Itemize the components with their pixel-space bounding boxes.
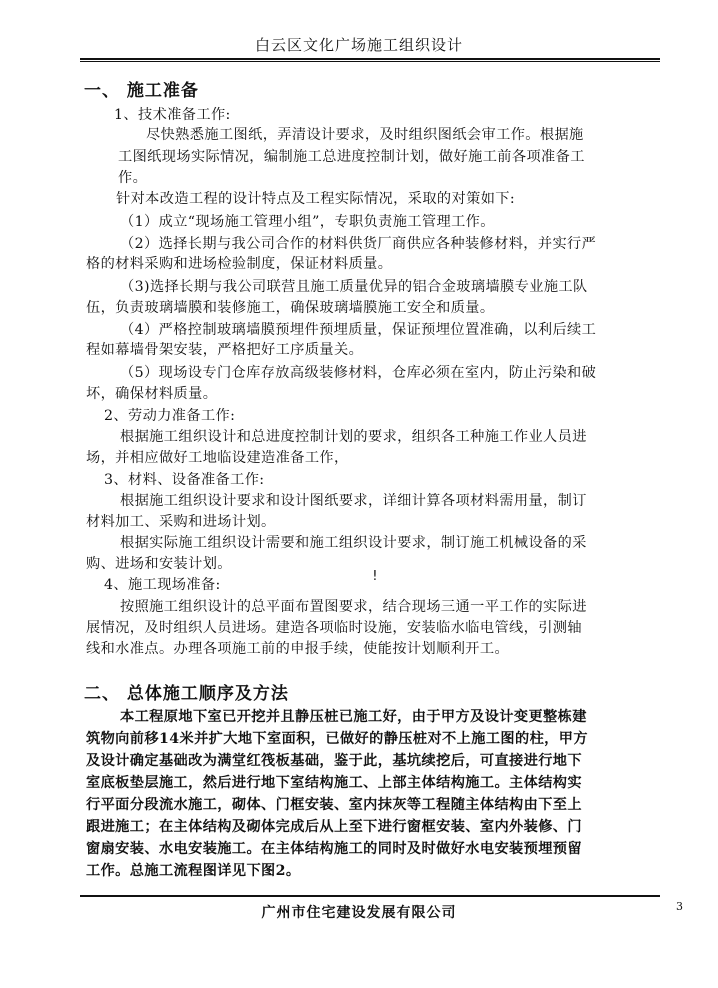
measure-item: （1）成立“现场施工管理小组”，专职负责施工管理工作。 bbox=[120, 214, 495, 230]
measure-item-continued: 格的材料采购和进场检验制度，保证材料质量。 bbox=[86, 256, 393, 272]
paragraph-line: 展情况，及时组织人员进场。建造各项临时设施，安装临水临电管线，引测轴 bbox=[86, 620, 582, 636]
footer-company-name: 广州市住宅建设发展有限公司 bbox=[261, 905, 457, 921]
paragraph-line: 工图纸现场实际情况，编制施工总进度控制计划，做好施工前各项准备工 bbox=[118, 149, 585, 165]
measure-item-continued: 程如幕墙骨架安装，严格把好工序质量关。 bbox=[86, 342, 364, 358]
paragraph-line: 本工程原地下室已开挖并且静压桩已施工好，由于甲方及设计变更整栋建 bbox=[120, 709, 587, 725]
paragraph-line: 按照施工组织设计的总平面布置图要求，结合现场三通一平工作的实际进 bbox=[120, 599, 587, 615]
paragraph-line: 根据施工组织设计和总进度控制计划的要求，组织各工种施工作业人员进 bbox=[120, 429, 587, 445]
section-heading-construction-sequence: 二、 总体施工顺序及方法 bbox=[84, 684, 289, 704]
header-divider bbox=[80, 58, 660, 60]
measure-item: （2）选择长期与我公司合作的材料供货厂商供应各种装修材料，并实行严 bbox=[120, 236, 597, 252]
measure-item: （3)选择长期与我公司联营且施工质量优异的铝合金玻璃墙膜专业施工队 bbox=[120, 279, 588, 295]
paragraph-line: 材料加工、采购和进场计划。 bbox=[86, 514, 276, 530]
measure-item: （5）现场设专门仓库存放高级装修材料，仓库必须在室内，防止污染和破 bbox=[120, 365, 597, 381]
paragraph-line: 根据施工组织设计要求和设计图纸要求，详细计算各项材料需用量，制订 bbox=[120, 493, 587, 509]
paragraph-line: 及设计确定基础改为满堂红筏板基础，鉴于此，基坑续挖后，可直接进行地下 bbox=[86, 753, 582, 769]
paragraph-line: 室底板垫层施工，然后进行地下室结构施工、上部主体结构施工。主体结构实 bbox=[86, 775, 582, 791]
paragraph-line: 窗扇安装、水电安装施工。在主体结构施工的同时及时做好水电安装预埋预留 bbox=[86, 841, 582, 857]
page-number: 3 bbox=[676, 900, 683, 913]
paragraph-line: 工作。总施工流程图详见下图2。 bbox=[86, 863, 301, 879]
measure-item: （4）严格控制玻璃墙膜预埋件预埋质量，保证预埋位置准确，以利后续工 bbox=[120, 322, 597, 338]
subsection-title-labor-prep: 2、劳动力准备工作: bbox=[104, 408, 236, 424]
paragraph-line: 跟进施工；在主体结构及砌体完成后从上至下进行窗框安装、室内外装修、门 bbox=[86, 819, 582, 835]
measure-item-continued: 伍，负责玻璃墙膜和装修施工，确保玻璃墙膜施工安全和质量。 bbox=[86, 300, 495, 316]
stray-mark: ! bbox=[371, 569, 379, 584]
paragraph-line: 作。 bbox=[118, 170, 148, 186]
paragraph-line: 尽快熟悉施工图纸，弄清设计要求，及时组织图纸会审工作。根据施 bbox=[146, 127, 584, 143]
paragraph-line: 根据实际施工组织设计需要和施工组织设计要求，制订施工机械设备的采 bbox=[120, 535, 587, 551]
paragraph-line: 线和水准点。办理各项施工前的申报手续，使能按计划顺利开工。 bbox=[86, 641, 510, 657]
paragraph-line: 场，并相应做好工地临设建造准备工作， bbox=[86, 450, 349, 466]
document-header-title: 白云区文化广场施工组织设计 bbox=[254, 36, 463, 54]
section-heading-construction-prep: 一、 施工准备 bbox=[84, 81, 199, 101]
footer-divider bbox=[80, 895, 660, 897]
header-divider-thin bbox=[80, 61, 660, 62]
subsection-title-materials-prep: 3、材料、设备准备工作: bbox=[104, 472, 265, 488]
paragraph-line: 行平面分段流水施工，砌体、门框安装、室内抹灰等工程随主体结构由下至上 bbox=[86, 797, 582, 813]
measures-intro: 针对本改造工程的设计特点及工程实际情况，采取的对策如下: bbox=[116, 191, 516, 207]
measure-item-continued: 坏，确保材料质量。 bbox=[86, 386, 218, 402]
paragraph-line: 购、进场和安装计划。 bbox=[86, 556, 232, 572]
paragraph-line: 筑物向前移14米并扩大地下室面积，已做好的静压桩对不上施工图的柱，甲方 bbox=[86, 731, 588, 747]
subsection-title-technical-prep: 1、技术准备工作: bbox=[114, 107, 231, 123]
subsection-title-site-prep: 4、施工现场准备: bbox=[104, 577, 221, 593]
